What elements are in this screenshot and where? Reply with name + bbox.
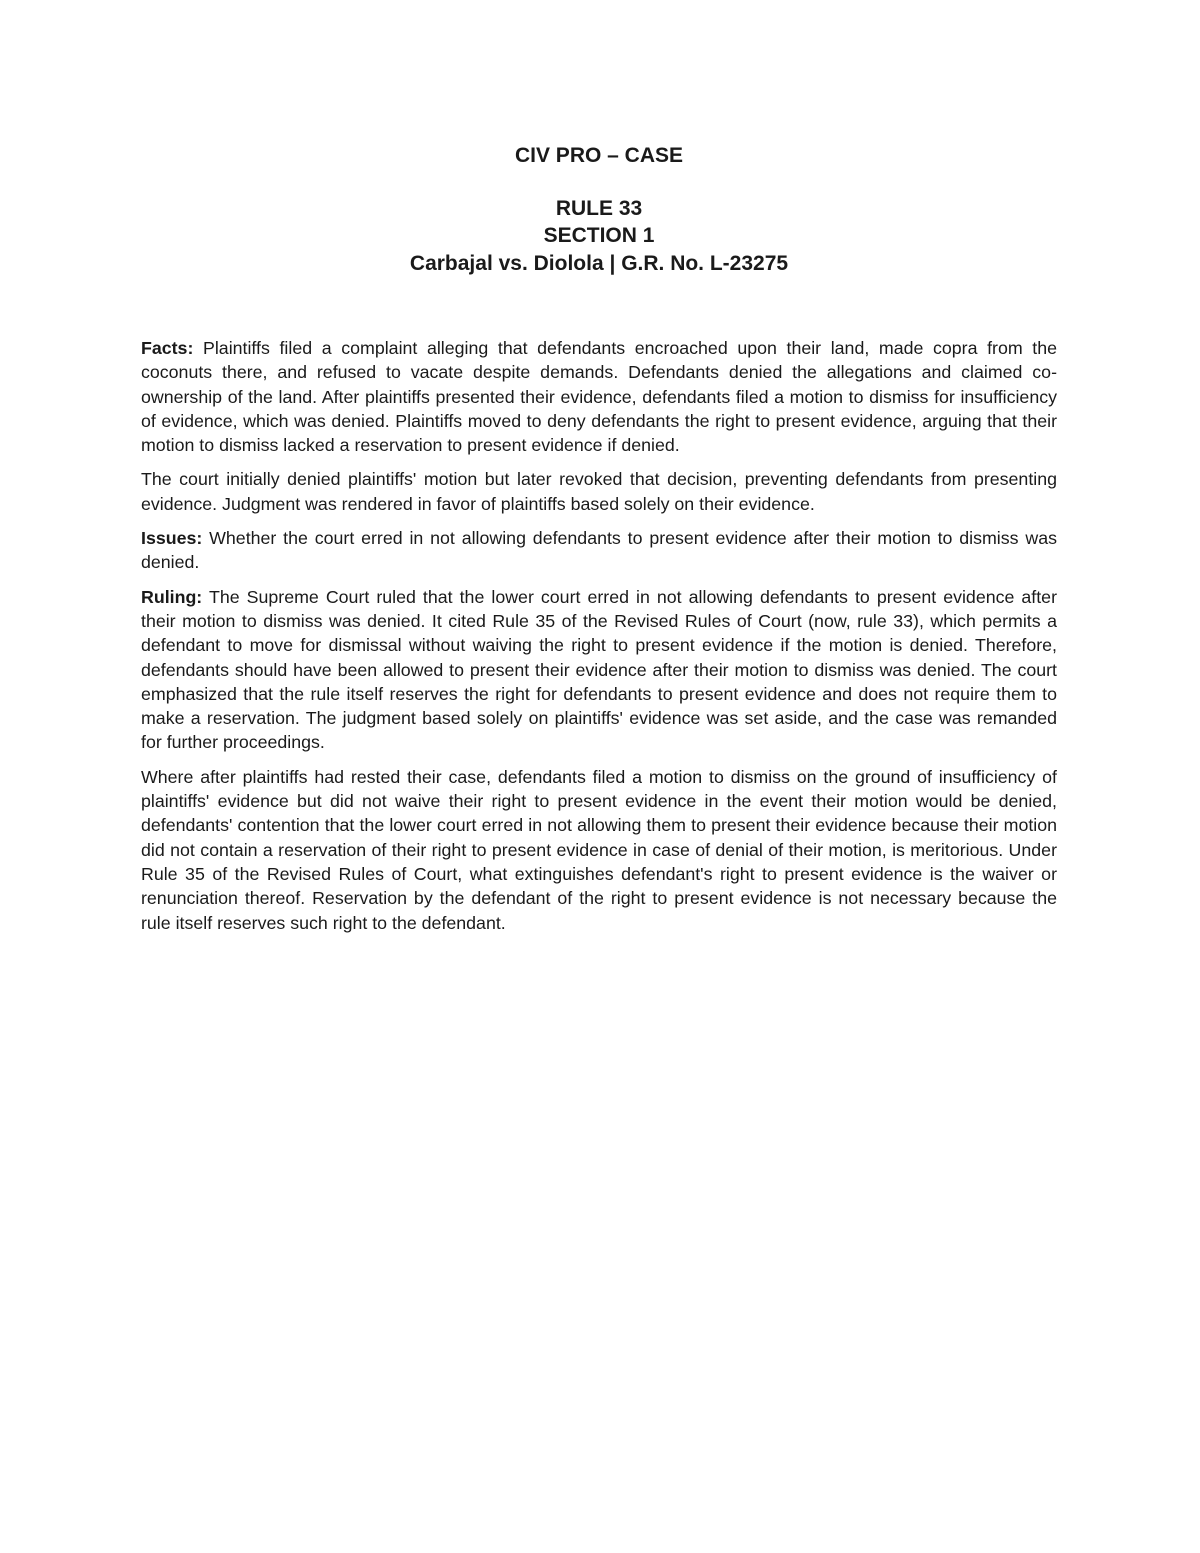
ruling-paragraph [141, 585, 1057, 755]
ruling-text: The Supreme Court ruled that the lower court erred in not allowing defendants to present evidence after their motion to dismiss was denied. It cited Rule 35 of the Revised Rules of Court (now, rule 33), which permits a defendant to move for dismissal without waiving the right to present evidence if the motion is denied. Therefore, defendants should have been allowed to present their evidence after their motion to dismiss was denied. The court emphasized that the rule itself reserves the right for defendants to present evidence and does not require them to make a reservation. The judgment based solely on plaintiffs' evidence was set aside, and the case was remanded for further proceedings. [141, 586, 1057, 753]
facts-text: Plaintiffs filed a complaint alleging that defendants encroached upon their land, made copra from the coconuts there, and refused to vacate despite demands. Defendants denied the allegations and claimed co-ownership of the land. After plaintiffs presented their evidence, defendants filed a motion to dismiss for insufficiency of evidence, which was denied. Plaintiffs moved to deny defendants the right to present evidence, arguing that their motion to dismiss lacked a reservation to present evidence if denied. [141, 338, 1057, 456]
doctrine-paragraph: Where after plaintiffs had rested their case, defendants filed a motion to dismiss on the ground of insufficiency of plaintiffs' evidence but did not waive their right to present evidence in the event their motion would be denied, defendants' contention that the lower court erred in not allowing them to present their evidence because their motion did not contain a reservation of their right to present evidence in case of denial of their motion, is meritorious. Under Rule 35 of the Revised Rules of Court, what extinguishes defendant's right to present evidence is the waiver or renunciation thereof. Reservation by the defendant of the right to present evidence is not necessary because the rule itself reserves such right to the defendant. [141, 766, 1057, 933]
section-heading: SECTION 1 [543, 224, 655, 247]
ruling-label: Ruling: [141, 586, 203, 607]
issues-label: Issues: [141, 528, 203, 549]
facts-paragraph [141, 336, 1057, 457]
issues-text: Whether the court erred in not allowing defendants to present evidence after their motion to dismiss was denied. [141, 528, 1057, 573]
facts-label: Facts: [141, 338, 194, 358]
case-title: Carbajal vs. Diolola | G.R. No. L-23275 [409, 252, 789, 275]
document-title: CIV PRO – CASE [514, 144, 684, 167]
facts-continuation-paragraph: The court initially denied plaintiffs' motion but later revoked that decision, preventing defendants from presenting evidence. Judgment was rendered in favor of plaintiffs based solely on their evidence. [141, 469, 1057, 514]
document-body [141, 336, 1057, 945]
rule-heading: RULE 33 [555, 197, 643, 220]
issues-paragraph [141, 526, 1057, 575]
